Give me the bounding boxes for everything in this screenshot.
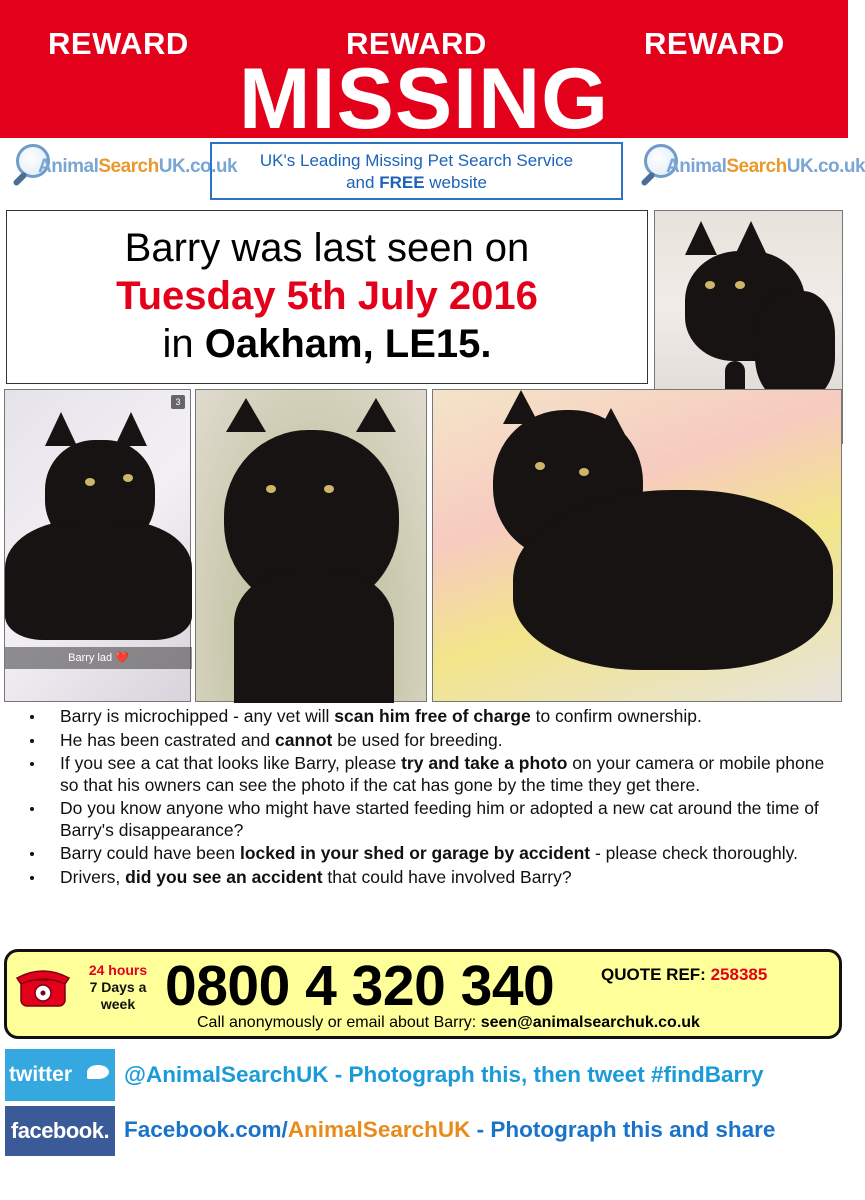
telephone-icon	[15, 966, 71, 1008]
info-bullet-list	[22, 706, 834, 890]
twitter-handle-text[interactable]: @AnimalSearchUK - Photograph this, then tweet #findBarry	[124, 1062, 764, 1087]
contact-box	[4, 949, 842, 1039]
missing-title: MISSING	[238, 51, 610, 147]
list-item: Do you know anyone who might have started feeding him or adopted a new cat around the time of Barry's disappearance?	[22, 798, 834, 841]
twitter-logo[interactable]: twitter	[5, 1049, 115, 1101]
last-seen-heading: Barry was last seen on	[124, 226, 530, 270]
image-counter-badge: 3	[171, 395, 185, 409]
cat-photo-snapchat	[4, 389, 191, 702]
reward-label-center: REWARD	[346, 26, 487, 61]
last-seen-box	[6, 210, 648, 384]
animalsearchuk-logo-right[interactable]: AnimalSearchUK.co.uk	[640, 142, 850, 198]
tagline-box	[210, 142, 623, 200]
email-link[interactable]: seen@animalsearchuk.co.uk	[480, 1014, 700, 1031]
quote-reference: QUOTE REF: 258385	[601, 965, 768, 984]
list-item: Barry is microchipped - any vet will scan him free of charge to confirm ownership.	[22, 706, 834, 728]
contact-email-line: Call anonymously or email about Barry: seen@animalsearchuk.co.uk	[197, 1014, 700, 1031]
phone-number[interactable]: 0800 4 320 340	[165, 954, 555, 1018]
header-banner	[0, 0, 848, 147]
tagline-line1: UK's Leading Missing Pet Search Service	[259, 151, 574, 170]
last-seen-location: in Oakham, LE15.	[162, 322, 492, 366]
list-item: He has been castrated and cannot be used for breeding.	[22, 730, 834, 752]
facebook-logo[interactable]: facebook.	[5, 1106, 115, 1156]
availability-text: 24 hours 7 Days a week	[88, 962, 148, 1012]
snapchat-caption: Barry lad ❤️	[5, 647, 192, 669]
cat-photo-on-rug	[195, 389, 427, 702]
twitter-bird-icon	[87, 1065, 109, 1079]
tagline-line2: and FREE website	[346, 173, 487, 192]
list-item: Drivers, did you see an accident that could have involved Barry?	[22, 867, 834, 889]
reward-label-right: REWARD	[644, 26, 785, 61]
reward-label-left: REWARD	[48, 26, 189, 61]
list-item: Barry could have been locked in your shed or garage by accident - please check thoroughly.	[22, 843, 834, 865]
last-seen-date: Tuesday 5th July 2016	[116, 274, 538, 318]
cat-photo-on-bed	[432, 389, 842, 702]
facebook-link-text[interactable]: Facebook.com/AnimalSearchUK - Photograph this and share	[124, 1117, 776, 1142]
list-item: If you see a cat that looks like Barry, please try and take a photo on your camera or mobile phone so that his owners can see the photo if the cat has gone by the time they get there.	[22, 753, 834, 796]
animalsearchuk-logo-left[interactable]: AnimalSearchUK.co.uk	[12, 142, 222, 198]
